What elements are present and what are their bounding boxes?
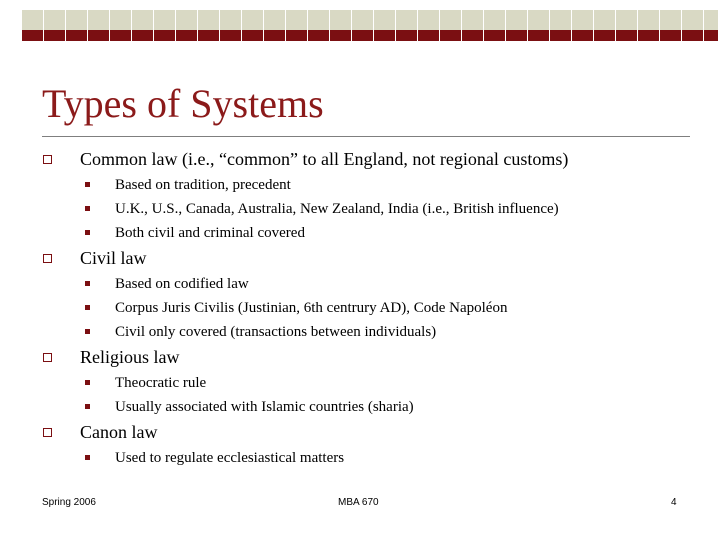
header-band-cell bbox=[88, 10, 110, 30]
header-band-cell bbox=[484, 10, 506, 30]
header-band-cell bbox=[176, 10, 198, 30]
square-bullet-icon bbox=[85, 455, 90, 460]
sub-bullet-text: Based on codified law bbox=[115, 276, 249, 292]
header-band-cell bbox=[550, 10, 572, 30]
square-bullet-icon bbox=[85, 281, 90, 286]
bullet-text: Religious law bbox=[80, 347, 180, 367]
header-band-cell bbox=[352, 30, 374, 41]
title-divider bbox=[42, 136, 690, 137]
header-band-cell bbox=[88, 30, 110, 41]
header-band-cell bbox=[220, 30, 242, 41]
sub-bullet-text: Used to regulate ecclesiastical matters bbox=[115, 450, 345, 466]
header-band-cell bbox=[660, 10, 682, 30]
header-band-bottom bbox=[22, 30, 718, 41]
sub-bullet-text: Theocratic rule bbox=[115, 375, 207, 391]
header-band-cell bbox=[572, 10, 594, 30]
sub-bullet-item bbox=[42, 371, 702, 395]
header-band-cell bbox=[154, 10, 176, 30]
hollow-square-bullet-icon bbox=[43, 353, 52, 362]
bullet-text: Canon law bbox=[80, 422, 158, 442]
header-band-cell bbox=[44, 30, 66, 41]
sub-bullet-item bbox=[42, 446, 702, 470]
header-band-cell bbox=[462, 10, 484, 30]
square-bullet-icon bbox=[85, 230, 90, 235]
header-band-cell bbox=[374, 10, 396, 30]
sub-bullet-text: Both civil and criminal covered bbox=[115, 225, 305, 241]
header-band-top bbox=[22, 10, 718, 30]
header-band-cell bbox=[242, 10, 264, 30]
header-band-cell bbox=[66, 30, 88, 41]
header-band-cell bbox=[176, 30, 198, 41]
sub-bullet-text: Civil only covered (transactions between individuals) bbox=[115, 324, 437, 340]
slide-title: Types of Systems bbox=[42, 81, 324, 126]
sub-bullet-item bbox=[42, 296, 702, 320]
bullet-item bbox=[42, 344, 702, 371]
header-band-cell bbox=[528, 30, 550, 41]
header-band-cell bbox=[396, 30, 418, 41]
footer-course: MBA 670 bbox=[338, 497, 379, 508]
header-band-cell bbox=[286, 10, 308, 30]
sub-bullet-item bbox=[42, 395, 702, 419]
bullet-item bbox=[42, 245, 702, 272]
header-band-cell bbox=[440, 10, 462, 30]
header-band-cell bbox=[418, 30, 440, 41]
header-band-cell bbox=[220, 10, 242, 30]
square-bullet-icon bbox=[85, 404, 90, 409]
header-band-cell bbox=[506, 10, 528, 30]
header-band-cell bbox=[242, 30, 264, 41]
bullet-item bbox=[42, 419, 702, 446]
bullet-text: Civil law bbox=[80, 248, 147, 268]
header-band-cell bbox=[616, 10, 638, 30]
header-band-cell bbox=[352, 10, 374, 30]
header-band-cell bbox=[528, 10, 550, 30]
square-bullet-icon bbox=[85, 329, 90, 334]
bullet-text: Common law (i.e., “common” to all England, not regional customs) bbox=[80, 149, 569, 169]
header-band-cell bbox=[638, 10, 660, 30]
sub-bullet-text: Usually associated with Islamic countries (sharia) bbox=[115, 399, 414, 415]
hollow-square-bullet-icon bbox=[43, 254, 52, 263]
header-band-cell bbox=[396, 10, 418, 30]
header-band-cell bbox=[110, 10, 132, 30]
header-band-cell bbox=[132, 30, 154, 41]
header-band-cell bbox=[154, 30, 176, 41]
header-band-cell bbox=[132, 10, 154, 30]
header-band-cell bbox=[660, 30, 682, 41]
sub-bullet-text: U.K., U.S., Canada, Australia, New Zealand, India (i.e., British influence) bbox=[115, 201, 559, 217]
header-band-cell bbox=[22, 30, 44, 41]
page-number: 4 bbox=[671, 497, 677, 508]
square-bullet-icon bbox=[85, 380, 90, 385]
bullet-item bbox=[42, 146, 702, 173]
header-band-cell bbox=[550, 30, 572, 41]
header-band-cell bbox=[682, 30, 704, 41]
header-band-cell bbox=[22, 10, 44, 30]
header-band-cell bbox=[308, 10, 330, 30]
header-band-cell bbox=[198, 10, 220, 30]
header-band-cell bbox=[594, 30, 616, 41]
header-band-cell bbox=[264, 10, 286, 30]
footer-date: Spring 2006 bbox=[42, 497, 96, 508]
header-band-cell bbox=[638, 30, 660, 41]
sub-bullet-item bbox=[42, 197, 702, 221]
header-band-cell bbox=[594, 10, 616, 30]
square-bullet-icon bbox=[85, 206, 90, 211]
sub-bullet-item bbox=[42, 173, 702, 197]
header-band-cell bbox=[484, 30, 506, 41]
header-band-cell bbox=[44, 10, 66, 30]
sub-bullet-text: Corpus Juris Civilis (Justinian, 6th centrury AD), Code Napoléon bbox=[115, 300, 508, 316]
header-band-cell bbox=[308, 30, 330, 41]
header-band-cell bbox=[286, 30, 308, 41]
header-band-cell bbox=[616, 30, 638, 41]
sub-bullet-item bbox=[42, 221, 702, 245]
header-band-cell bbox=[110, 30, 132, 41]
header-band-cell bbox=[374, 30, 396, 41]
header-band-cell bbox=[418, 10, 440, 30]
sub-bullet-item bbox=[42, 272, 702, 296]
header-band-cell bbox=[330, 30, 352, 41]
hollow-square-bullet-icon bbox=[43, 428, 52, 437]
header-band-cell bbox=[330, 10, 352, 30]
header-band-cell bbox=[66, 10, 88, 30]
hollow-square-bullet-icon bbox=[43, 155, 52, 164]
header-band-cell bbox=[682, 10, 704, 30]
header-band-cell bbox=[264, 30, 286, 41]
sub-bullet-item bbox=[42, 320, 702, 344]
square-bullet-icon bbox=[85, 182, 90, 187]
sub-bullet-text: Based on tradition, precedent bbox=[115, 177, 291, 193]
bullet-list bbox=[42, 146, 702, 470]
header-band-cell bbox=[462, 30, 484, 41]
header-band-cell bbox=[440, 30, 462, 41]
header-band-cell bbox=[198, 30, 220, 41]
header-band-cell bbox=[572, 30, 594, 41]
header-band-cell bbox=[506, 30, 528, 41]
square-bullet-icon bbox=[85, 305, 90, 310]
